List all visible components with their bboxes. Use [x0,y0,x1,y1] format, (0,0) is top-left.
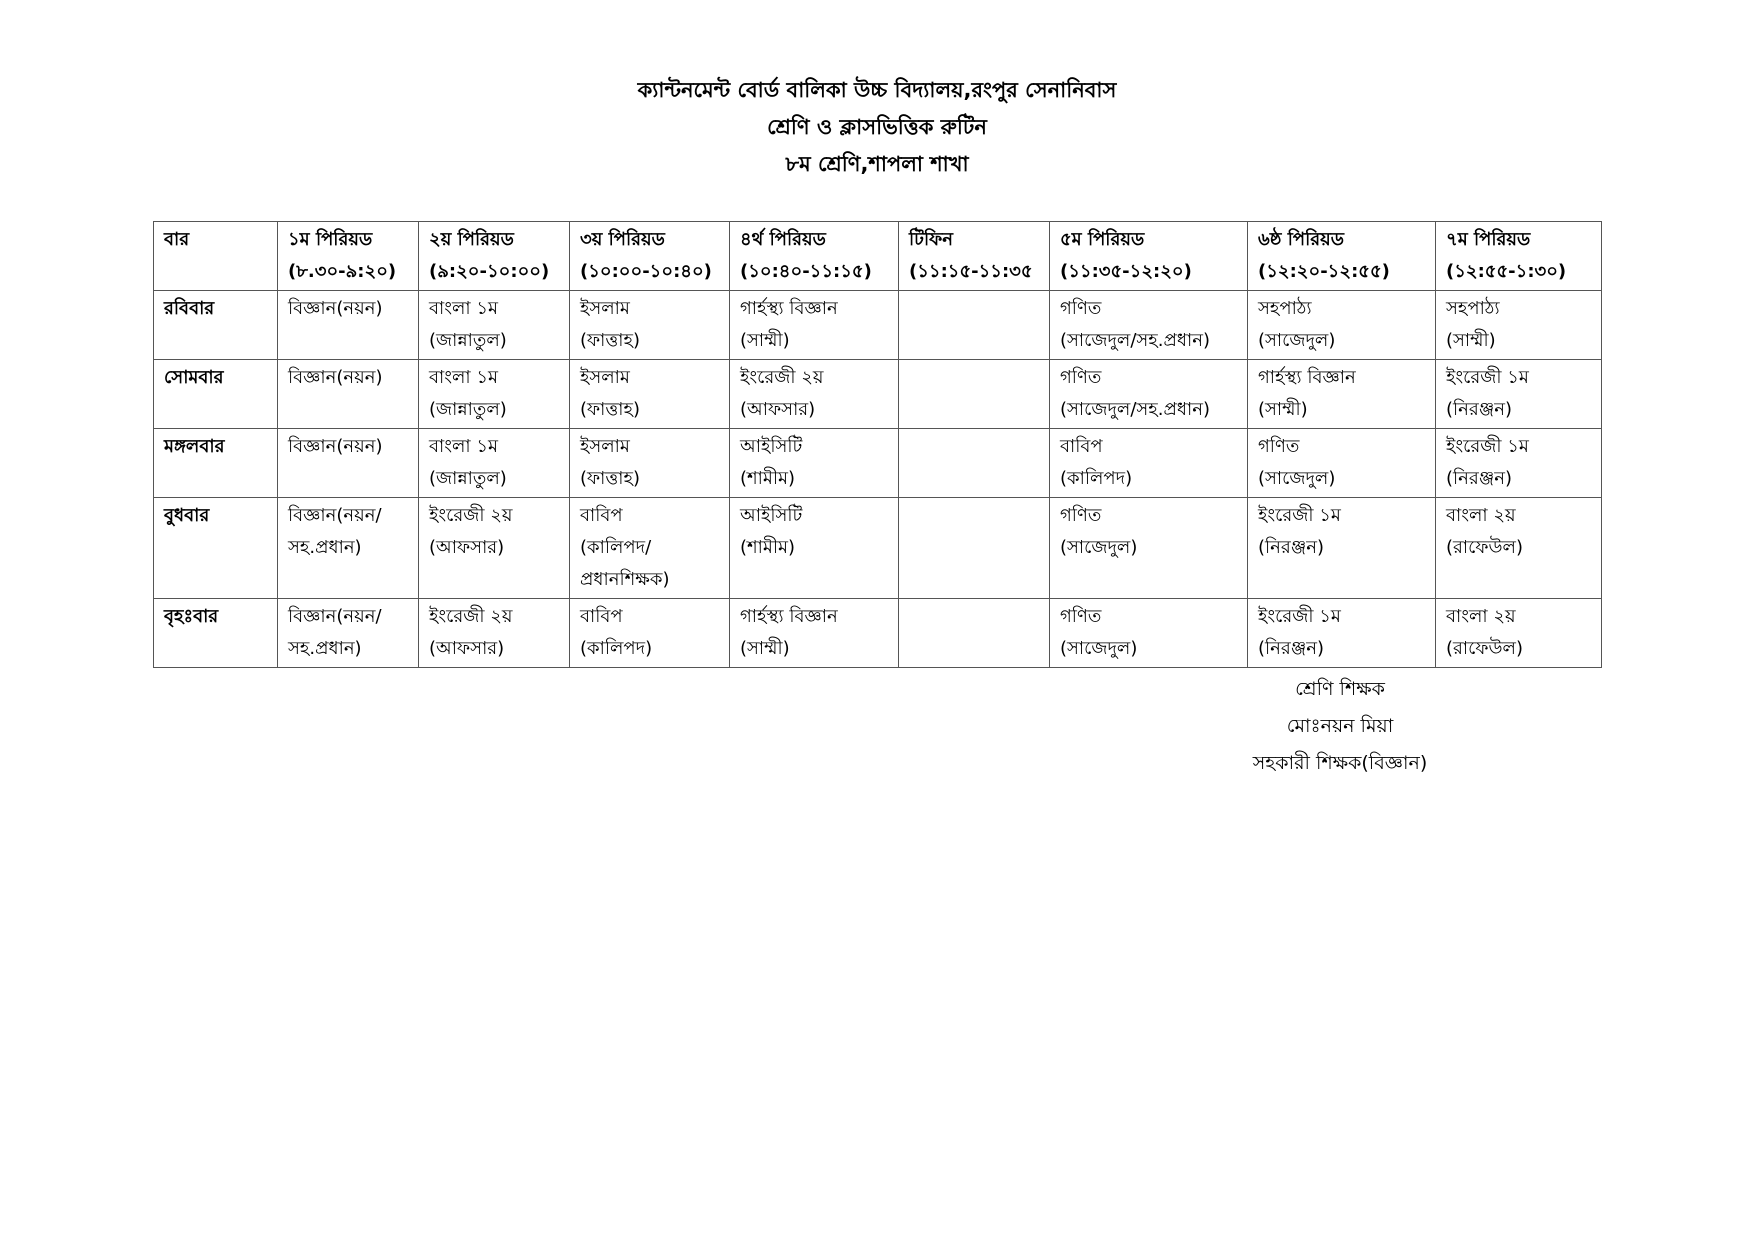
table-cell [1248,599,1436,668]
cell-line: ইংরেজী ১ম [1446,367,1529,388]
table-cell [278,498,419,599]
cell-line: (কালিপদ/ [580,537,652,558]
cell-line: গণিত [1258,436,1300,457]
signature-block [1140,671,1540,782]
column-label: টিফিন [909,229,954,250]
cell-line: (কালিপদ) [580,638,653,659]
table-cell [1050,498,1248,599]
cell-line: ইংরেজী ১ম [1258,606,1341,627]
day-cell: রবিবার [154,291,278,360]
cell-line: (জান্নাতুল) [429,330,507,351]
cell-line: (ফাত্তাহ) [580,330,640,351]
table-cell [278,360,419,429]
column-time: (১১:৩৫-১২:২০) [1060,261,1192,282]
cell-line: (শামীম) [740,468,796,489]
table-row [154,599,1602,668]
cell-line: (সাজেদুল/সহ.প্রধান) [1060,330,1210,351]
table-cell [1050,429,1248,498]
cell-line: বাবিপ [580,606,623,627]
table-cell [1436,429,1602,498]
column-header-period-6 [1248,222,1436,291]
cell-line: (সাম্মী) [740,330,790,351]
table-cell [899,429,1050,498]
cell-line: আইসিটি [740,505,803,526]
column-header-period-3 [570,222,730,291]
cell-line: ইসলাম [580,367,630,388]
cell-line: (নিরঞ্জন) [1258,537,1324,558]
column-label: ১ম পিরিয়ড [288,229,373,250]
column-label: বার [164,229,190,250]
cell-line: গণিত [1060,367,1102,388]
cell-line: (ফাত্তাহ) [580,399,640,420]
cell-line: ইসলাম [580,298,630,319]
column-time: (৮.৩০-৯:২০) [288,261,397,282]
table-cell [899,291,1050,360]
cell-line: (নিরঞ্জন) [1258,638,1324,659]
table-cell [730,498,899,599]
table-header-row [154,222,1602,291]
cell-line: বাংলা ১ম [429,298,499,319]
table-cell [1050,291,1248,360]
table-cell [1248,429,1436,498]
cell-line: ইংরেজী ১ম [1258,505,1341,526]
cell-line: ইংরেজী ২য় [429,606,513,627]
table-cell [419,291,570,360]
cell-line: (আফসার) [429,537,505,558]
column-header-day [154,222,278,291]
cell-line: (রাফেউল) [1446,638,1523,659]
cell-line: সহ.প্রধান) [288,638,362,659]
column-header-tiffin [899,222,1050,291]
cell-line: বিজ্ঞান(নয়ন) [288,367,383,388]
table-cell [570,498,730,599]
cell-line: বাংলা ১ম [429,367,499,388]
cell-line: বাংলা ২য় [1446,505,1516,526]
table-cell [570,429,730,498]
cell-line: গণিত [1060,298,1102,319]
table-cell [570,360,730,429]
routine-body [154,291,1602,668]
cell-line: (নিরঞ্জন) [1446,468,1512,489]
column-label: ৬ষ্ঠ পিরিয়ড [1258,229,1344,250]
table-cell [730,429,899,498]
cell-line: (নিরঞ্জন) [1446,399,1512,420]
day-cell: সোমবার [154,360,278,429]
cell-line: গণিত [1060,606,1102,627]
signature-designation: সহকারী শিক্ষক(বিজ্ঞান) [1252,752,1428,774]
table-cell [419,498,570,599]
cell-line: সহপাঠ্য [1258,298,1312,319]
cell-line: সহ.প্রধান) [288,537,362,558]
cell-line: (সাম্মী) [1446,330,1496,351]
routine-title: শ্রেণি ও ক্লাসভিত্তিক রুটিন [767,115,987,139]
table-cell [1050,599,1248,668]
cell-line: বিজ্ঞান(নয়ন/ [288,505,382,526]
table-cell [278,291,419,360]
column-time: (১২:৫৫-১:৩০) [1446,261,1567,282]
cell-line: (রাফেউল) [1446,537,1523,558]
day-cell: মঙ্গলবার [154,429,278,498]
column-time: (১২:২০-১২:৫৫) [1258,261,1390,282]
column-header-period-5 [1050,222,1248,291]
table-cell [278,429,419,498]
column-time: (১০:৪০-১১:১৫) [740,261,872,282]
cell-line: বাবিপ [580,505,623,526]
column-label: ৫ম পিরিয়ড [1060,229,1145,250]
table-cell [419,429,570,498]
cell-line: গার্হস্থ্য বিজ্ঞান [740,606,838,627]
table-row [154,291,1602,360]
cell-line: ইংরেজী ২য় [429,505,513,526]
table-cell [1436,291,1602,360]
table-cell [1050,360,1248,429]
school-name: ক্যান্টনমেন্ট বোর্ড বালিকা উচ্চ বিদ্যালয়,রংপুর সেনানিবাস [637,78,1117,102]
cell-line: (আফসার) [740,399,816,420]
cell-line: (সাজেদুল) [1258,330,1336,351]
table-cell [419,360,570,429]
cell-line: ইংরেজী ১ম [1446,436,1529,457]
table-cell [419,599,570,668]
cell-line: বিজ্ঞান(নয়ন/ [288,606,382,627]
table-row [154,429,1602,498]
cell-line: সহপাঠ্য [1446,298,1500,319]
cell-line: (সাজেদুল) [1258,468,1336,489]
cell-line: (সাজেদুল/সহ.প্রধান) [1060,399,1210,420]
cell-line: প্রধানশিক্ষক) [580,569,670,590]
table-cell [730,291,899,360]
signature-name: মোঃনয়ন মিয়া [1286,715,1394,737]
column-label: ৪র্থ পিরিয়ড [740,229,826,250]
table-cell [1436,599,1602,668]
cell-line: ইংরেজী ২য় [740,367,824,388]
column-time: (৯:২০-১০:০০) [429,261,550,282]
cell-line: (সাম্মী) [1258,399,1308,420]
column-label: ৩য় পিরিয়ড [580,229,665,250]
table-cell [1436,360,1602,429]
cell-line: বিজ্ঞান(নয়ন) [288,436,383,457]
cell-line: গার্হস্থ্য বিজ্ঞান [740,298,838,319]
cell-line: (শামীম) [740,537,796,558]
table-cell [730,599,899,668]
cell-line: (জান্নাতুল) [429,468,507,489]
cell-line: (ফাত্তাহ) [580,468,640,489]
column-time: (১০:০০-১০:৪০) [580,261,712,282]
table-cell [570,291,730,360]
class-section: ৮ম শ্রেণি,শাপলা শাখা [785,152,969,176]
cell-line: (কালিপদ) [1060,468,1133,489]
cell-line: (সাজেদুল) [1060,537,1138,558]
table-cell [570,599,730,668]
column-header-period-7 [1436,222,1602,291]
day-cell: বুধবার [154,498,278,599]
table-cell [1248,498,1436,599]
table-cell [1436,498,1602,599]
cell-line: বিজ্ঞান(নয়ন) [288,298,383,319]
table-cell [1248,360,1436,429]
cell-line: (জান্নাতুল) [429,399,507,420]
document-header [0,72,1754,183]
table-row [154,498,1602,599]
signature-role: শ্রেণি শিক্ষক [1295,678,1385,700]
table-cell [899,360,1050,429]
column-header-period-1 [278,222,419,291]
table-cell [278,599,419,668]
cell-line: ইসলাম [580,436,630,457]
cell-line: গণিত [1060,505,1102,526]
column-header-period-4 [730,222,899,291]
cell-line: বাবিপ [1060,436,1103,457]
cell-line: বাংলা ১ম [429,436,499,457]
cell-line: বাংলা ২য় [1446,606,1516,627]
cell-line: আইসিটি [740,436,803,457]
cell-line: (সাজেদুল) [1060,638,1138,659]
table-cell [899,498,1050,599]
table-row [154,360,1602,429]
cell-line: (আফসার) [429,638,505,659]
column-header-period-2 [419,222,570,291]
column-label: ২য় পিরিয়ড [429,229,514,250]
column-time: (১১:১৫-১১:৩৫ [909,261,1033,282]
routine-table [153,221,1602,668]
cell-line: (সাম্মী) [740,638,790,659]
table-cell [1248,291,1436,360]
day-cell: বৃহঃবার [154,599,278,668]
table-cell [899,599,1050,668]
table-cell [730,360,899,429]
column-label: ৭ম পিরিয়ড [1446,229,1531,250]
cell-line: গার্হস্থ্য বিজ্ঞান [1258,367,1356,388]
